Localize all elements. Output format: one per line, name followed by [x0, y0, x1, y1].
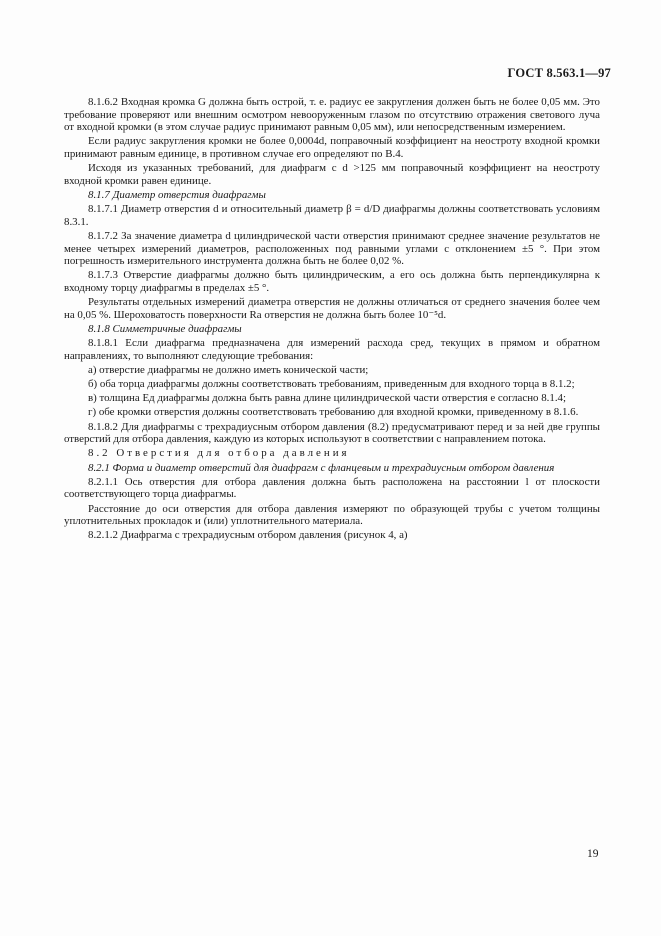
paragraph: 8.2.1.1 Ось отверстия для отбора давления должна быть расположена на расстоянии l от плоскости соответствующего торца диафрагмы. [64, 475, 600, 501]
list-item: а) отверстие диафрагмы не должно иметь конической части; [88, 363, 369, 376]
paragraph: 8.1.6.2 Входная кромка G должна быть острой, т. е. радиус ее закругления должен быть не более 0,05 мм. Это требование проверяют или внешним осмотром невооруженным глазом по отсутствию отражения светового луча от входной кромки (в этом случае радиус принимают равным 0,05 мм), или непосредственным измерением. [64, 96, 600, 134]
paragraph: 8.1.8.1 Если диафрагма предназначена для измерений расхода сред, текущих в прямом и обратном направлениях, то выполняют следующие требования: [64, 337, 600, 362]
paragraph: 8.1.7.2 За значение диаметра d цилиндрической части отверстия принимают среднее значение результатов не менее четырех измерений диаметров, расположенных под равными углами с отклонением ±5 °. При этом погрешность измерительного инструмента должна быть не более 0,02 %. [64, 229, 600, 268]
paragraph: 8.1.8.2 Для диафрагмы с трехрадиусным отбором давления (8.2) предусматривают перед и за ней две группы отверстий для отбора давления, каждую из которых используют в соответствии с направлением потока. [64, 420, 600, 446]
paragraph: Исходя из указанных требований, для диафрагм с d >125 мм поправочный коэффициент на неостроту входной кромки равен единице. [64, 162, 600, 187]
document-body [64, 96, 600, 543]
section-heading: 8.1.8 Симметричные диафрагмы [88, 322, 242, 335]
subsection-heading: 8.2.1 Форма и диаметр отверстий для диафрагм с фланцевым и трехрадиусным отбором давления [88, 461, 555, 474]
paragraph: Расстояние до оси отверстия для отбора давления измеряют по образующей трубы с учетом толщины уплотнительных прокладок и (или) уплотнительного материала. [64, 502, 600, 528]
page-number: 19 [587, 848, 599, 860]
paragraph: 8.1.7.1 Диаметр отверстия d и относительный диаметр β = d/D диафрагмы должны соответствовать условиям 8.3.1. [64, 203, 600, 228]
section-heading: 8.2 Отверстия для отбора давления [88, 447, 350, 460]
paragraph: Если радиус закругления кромки не более 0,0004d, поправочный коэффициент на неостроту входной кромки принимают равным единице, в противном случае его определяют по В.4. [64, 135, 600, 160]
paragraph: 8.2.1.2 Диафрагма с трехрадиусным отбором давления (рисунок 4, а) [88, 529, 408, 542]
section-heading: 8.1.7 Диаметр отверстия диафрагмы [88, 188, 266, 201]
list-item: в) толщина Eд диафрагмы должна быть равна длине цилиндрической части отверстия e согласно 8.1.4; [88, 392, 567, 405]
list-item: б) оба торца диафрагмы должны соответствовать требованиям, приведенным для входного торца в 8.1.2; [88, 378, 575, 390]
paragraph: 8.1.7.3 Отверстие диафрагмы должно быть цилиндрическим, а его ось должна быть перпендикулярна к входному торцу диафрагмы в пределах ±5 °. [64, 269, 600, 294]
paragraph: Результаты отдельных измерений диаметра отверстия не должны отличаться от среднего значения более чем на 0,05 %. Шероховатость поверхности Ra отверстия не должна быть более 10⁻⁵d. [64, 296, 600, 321]
list-item: г) обе кромки отверстия должны соответствовать требованию для входной кромки, приведенному в 8.1.6. [88, 406, 579, 419]
document-code: ГОСТ 8.563.1—97 [507, 66, 611, 80]
